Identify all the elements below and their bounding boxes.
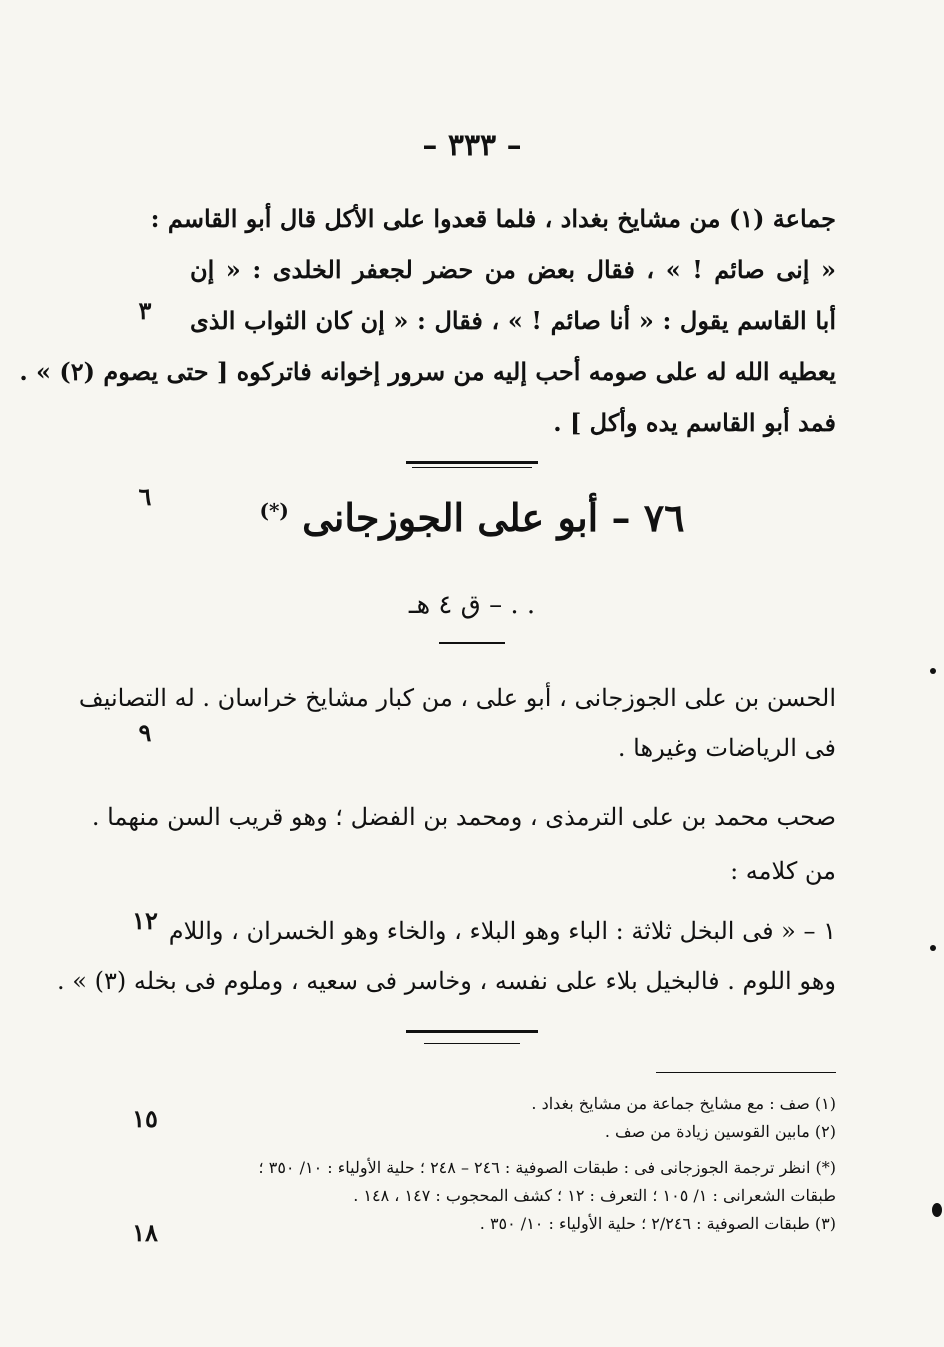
end-divider xyxy=(0,1030,944,1044)
footnote-star: (*) انظر ترجمة الجوزجانى فى : طبقات الصوفية : ٢٤٦ – ٢٤٨ ؛ حلية الأولياء : ١٠/ ٣٥٠ ؛ xyxy=(258,1158,836,1177)
footnote-separator xyxy=(656,1072,836,1073)
footnote-3: (٣) طبقات الصوفية : ٢/٢٤٦ ؛ حلية الأولياء : ١٠/ ٣٥٠ . xyxy=(479,1214,836,1233)
text-line: « إنى صائم ! » ، فقال بعض من حضر لجعفر الخلدى : « إن xyxy=(190,255,836,284)
text-line: فمد أبو القاسم يده وأكل ] . xyxy=(553,408,836,437)
text-line: ١ – « فى البخل ثلاثة : الباء وهو البلاء ، والخاء وهو الخسران ، واللام xyxy=(168,917,836,945)
text-line: يعطيه الله له على صومه أحب إليه من سرور إخوانه فاتركوه [ حتى يصوم (٢) » . xyxy=(19,357,836,386)
paragraph-companions xyxy=(91,790,836,898)
footnotes xyxy=(250,1090,836,1238)
text-line: الحسن بن على الجوزجانى ، أبو على ، من كبار مشايخ خراسان . له التصانيف xyxy=(78,684,836,712)
text-line: من كلامه : xyxy=(730,857,836,885)
scan-speck xyxy=(930,668,936,674)
line-number-margin: ٩ xyxy=(138,718,152,747)
page-number: – ٣٣٣ – xyxy=(422,128,522,163)
line-number-margin: ١٢ xyxy=(132,906,158,935)
line-number-margin: ٣ xyxy=(138,296,152,325)
line-number-margin: ٦ xyxy=(138,482,152,511)
scan-speck xyxy=(930,945,936,951)
death-date: . . – ق ٤ هـ xyxy=(408,590,536,620)
text-line: أبا القاسم يقول : « أنا صائم ! » ، فقال : « إن كان الثواب الذى xyxy=(190,306,836,335)
footnote-1: (١) صف : مع مشايخ جماعة من مشايخ بغداد . xyxy=(531,1094,836,1113)
footnote-2: (٢) مابين القوسين زيادة من صف . xyxy=(604,1122,836,1141)
section-divider xyxy=(0,461,944,468)
line-number-margin: ١٨ xyxy=(132,1218,158,1247)
scan-speck xyxy=(932,1203,942,1217)
heading-underline xyxy=(0,642,944,644)
text-line: فى الرياضات وغيرها . xyxy=(617,734,836,762)
text-line: صحب محمد بن على الترمذى ، ومحمد بن الفضل ؛ وهو قريب السن منهما . xyxy=(91,803,836,831)
text-line: وهو اللوم . فالبخيل بلاء على نفسه ، وخاسر فى سعيه ، وملوم فى بخله (٣) » . xyxy=(57,967,836,995)
footnote-star-continued: طبقات الشعرانى : ١/ ١٠٥ ؛ التعرف : ١٢ ؛ كشف المحجوب : ١٤٧ ، ١٤٨ . xyxy=(353,1186,836,1205)
heading-title: ٧٦ – أبو على الجوزجانى xyxy=(302,495,685,540)
text-line: جماعة (١) من مشايخ بغداد ، فلما قعدوا على الأكل قال أبو القاسم : xyxy=(150,204,836,233)
heading-footnote-marker: (*) xyxy=(259,498,289,523)
paragraph-anecdote xyxy=(19,193,836,448)
line-number-margin: ١٥ xyxy=(132,1104,158,1133)
paragraph-biography xyxy=(78,673,836,773)
